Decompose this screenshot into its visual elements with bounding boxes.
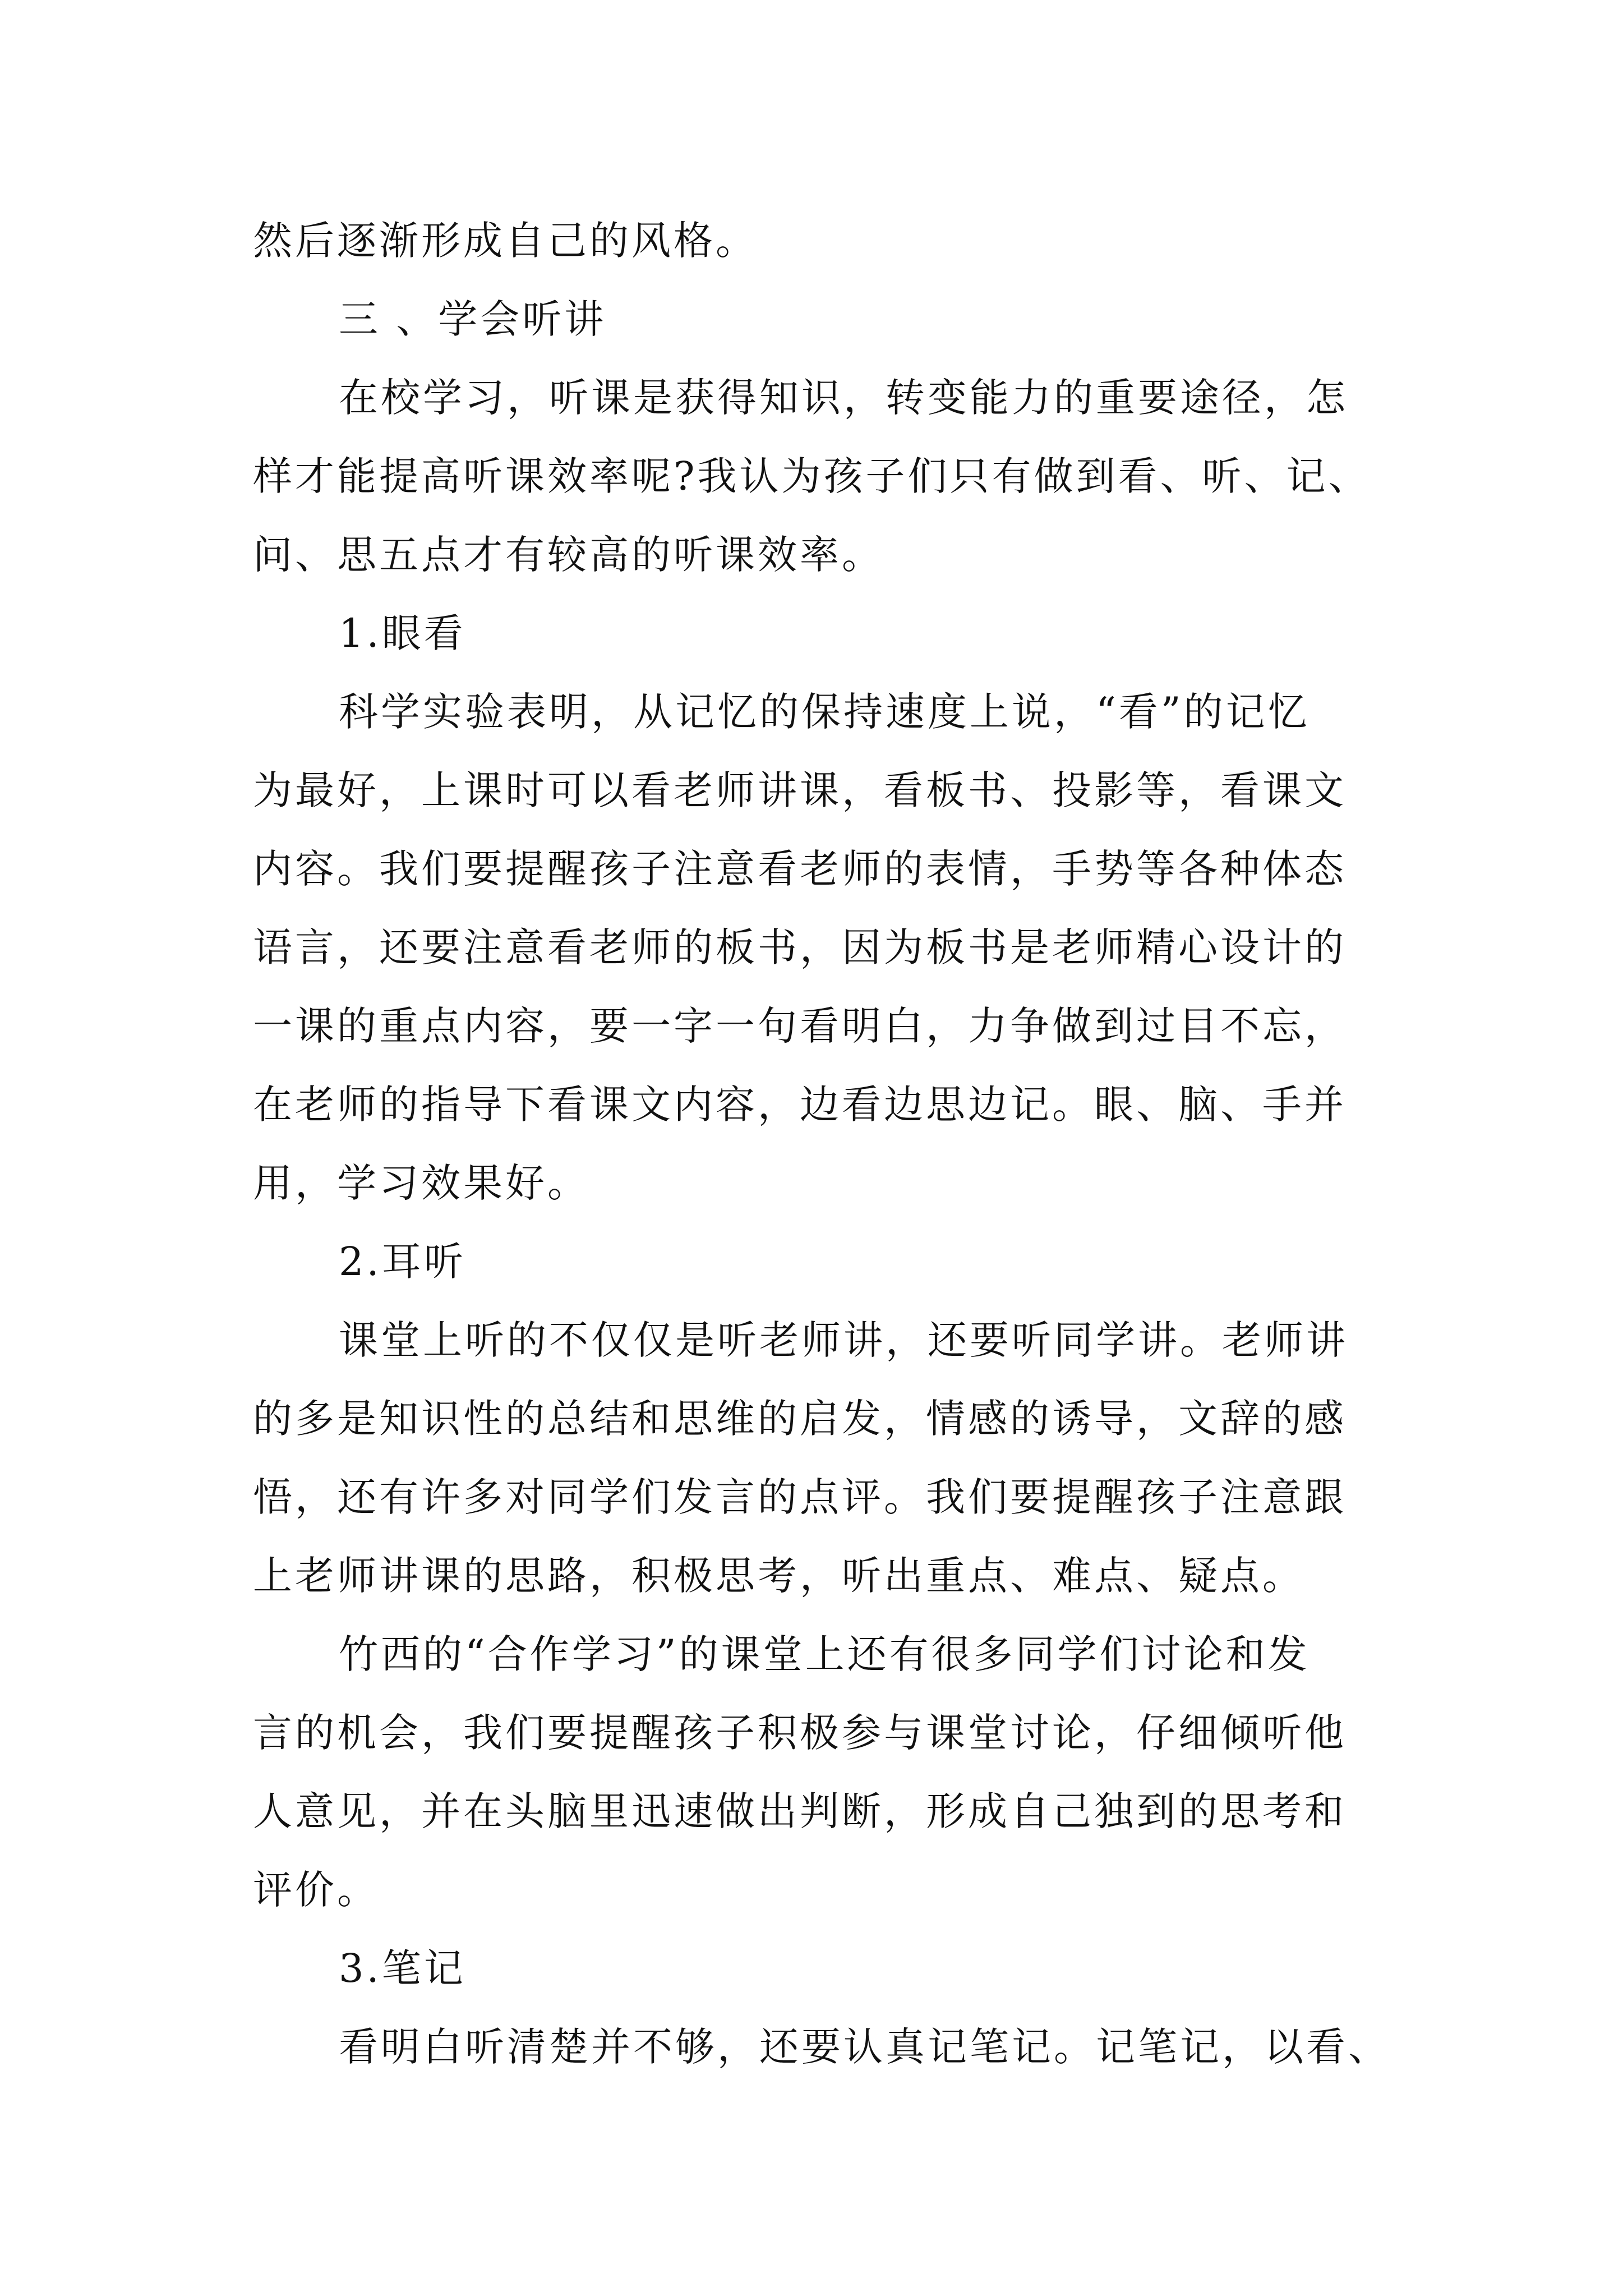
text-line: 在老师的指导下看课文内容，边看边思边记。眼、脑、手并 — [253, 1082, 1347, 1128]
text-line: 评价。 — [253, 1867, 379, 1913]
text-line: 悟，还有许多对同学们发言的点评。我们要提醒孩子注意跟 — [253, 1474, 1347, 1520]
text-line: 然后逐渐形成自己的风格。 — [253, 218, 758, 264]
text-line: 内容。我们要提醒孩子注意看老师的表情，手势等各种体态 — [253, 846, 1347, 892]
section-heading: 三 、学会听讲 — [339, 296, 607, 342]
text-line: 用，学习效果好。 — [253, 1160, 589, 1206]
text-line: 竹西的“合作学习”的课堂上还有很多同学们讨论和发 — [339, 1631, 1310, 1677]
text-line: 的多是知识性的总结和思维的启发，情感的诱导，文辞的感 — [253, 1396, 1347, 1442]
text-line: 问、思五点才有较高的听课效率。 — [253, 532, 884, 578]
subsection-heading: 2.耳听 — [339, 1239, 466, 1285]
text-line: 在校学习，听课是获得知识，转变能力的重要途径，怎 — [339, 375, 1348, 421]
text-line: 看明白听清楚并不够，还要认真记笔记。记笔记，以看、 — [339, 2024, 1390, 2070]
subsection-heading: 1.眼看 — [339, 610, 466, 656]
text-line: 课堂上听的不仅仅是听老师讲，还要听同学讲。老师讲 — [339, 1317, 1348, 1363]
text-line: 科学实验表明，从记忆的保持速度上说，“看”的记忆 — [339, 689, 1310, 735]
text-line: 人意见，并在头脑里迅速做出判断，形成自己独到的思考和 — [253, 1788, 1347, 1834]
subsection-heading: 3.笔记 — [339, 1945, 466, 1991]
text-line: 语言，还要注意看老师的板书，因为板书是老师精心设计的 — [253, 924, 1347, 970]
text-line: 一课的重点内容，要一字一句看明白，力争做到过目不忘， — [253, 1003, 1347, 1049]
text-line: 上老师讲课的思路，积极思考，听出重点、难点、疑点。 — [253, 1553, 1304, 1599]
text-line: 为最好，上课时可以看老师讲课，看板书、投影等，看课文 — [253, 767, 1347, 813]
text-line: 样才能提高听课效率呢?我认为孩子们只有做到看、听、记、 — [253, 453, 1371, 499]
text-line: 言的机会，我们要提醒孩子积极参与课堂讨论，仔细倾听他 — [253, 1710, 1347, 1756]
